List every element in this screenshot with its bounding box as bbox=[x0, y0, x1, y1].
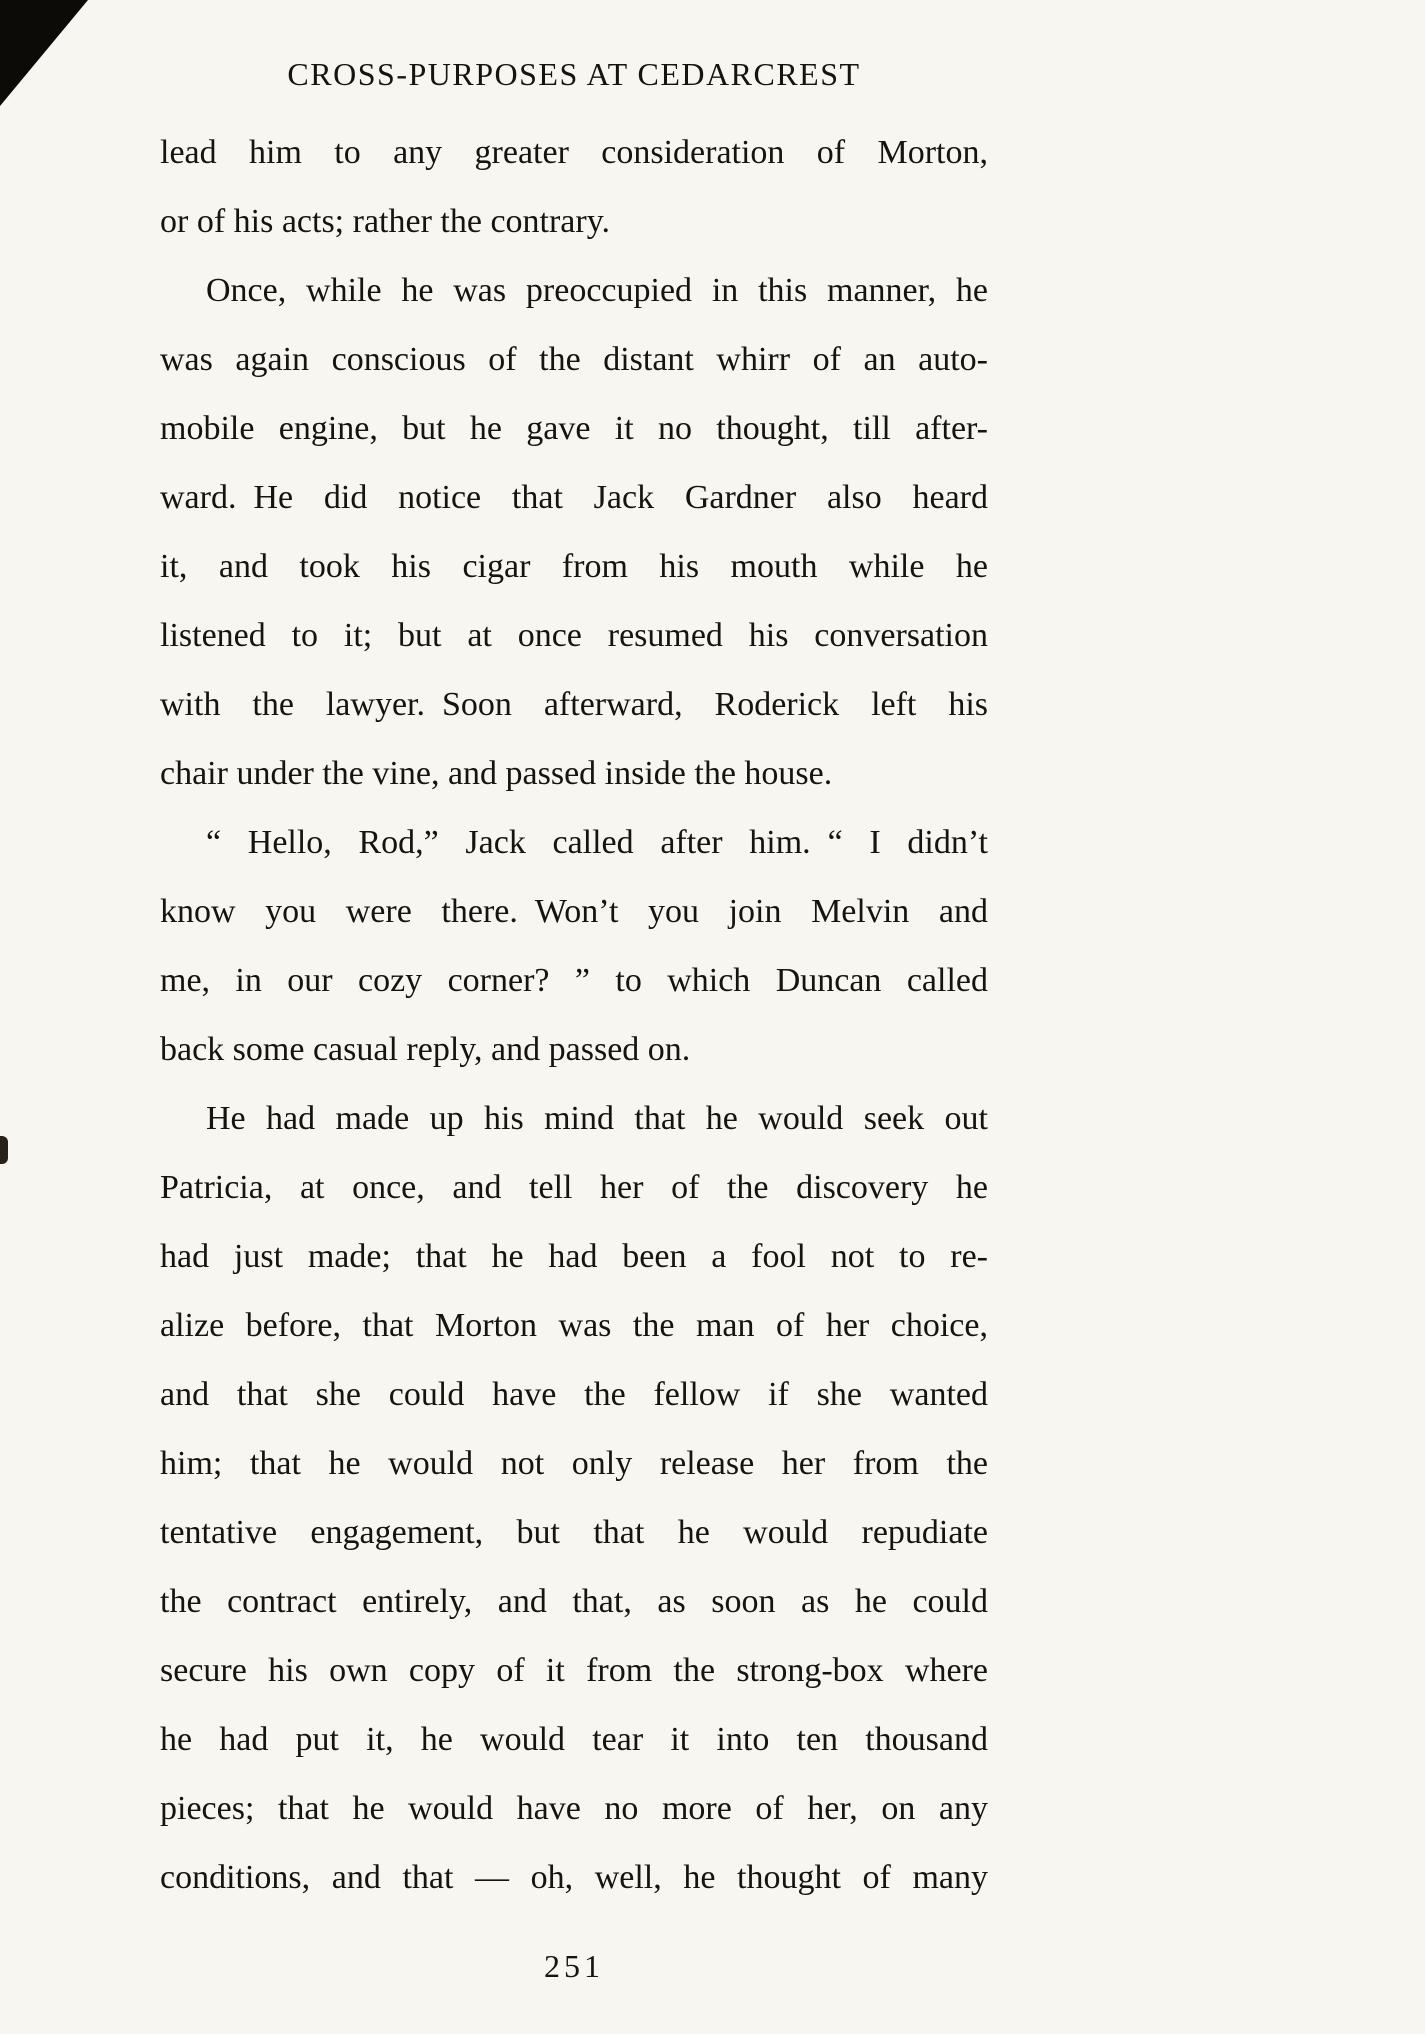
text-line: or of his acts; rather the contrary. bbox=[160, 203, 611, 240]
page-body bbox=[160, 118, 988, 1912]
page-number: 251 bbox=[544, 1948, 604, 1984]
running-header: CROSS-PURPOSES AT CEDARCREST bbox=[287, 56, 861, 92]
text-line: lead him to any greater consideration of Morton, bbox=[160, 134, 988, 171]
text-line: He had made up his mind that he would seek out bbox=[206, 1100, 988, 1137]
text-line: “ Hello, Rod,” Jack called after him. “ I didn’t bbox=[206, 824, 988, 861]
scan-corner-artifact bbox=[0, 0, 88, 106]
text-line: mobile engine, but he gave it no thought, till after- bbox=[160, 410, 988, 447]
text-line: the contract entirely, and that, as soon as he could bbox=[160, 1583, 988, 1620]
text-line: alize before, that Morton was the man of her choice, bbox=[160, 1307, 988, 1344]
text-line: know you were there. Won’t you join Melvin and bbox=[160, 893, 988, 930]
text-line: back some casual reply, and passed on. bbox=[160, 1031, 691, 1068]
text-line: chair under the vine, and passed inside the house. bbox=[160, 755, 833, 792]
text-line: me, in our cozy corner? ” to which Duncan called bbox=[160, 962, 988, 999]
text-line: was again conscious of the distant whirr of an auto- bbox=[160, 341, 988, 378]
text-line: with the lawyer. Soon afterward, Roderick left his bbox=[160, 686, 988, 723]
text-line: he had put it, he would tear it into ten thousand bbox=[160, 1721, 988, 1758]
text-line: and that she could have the fellow if she wanted bbox=[160, 1376, 988, 1413]
text-line: ward. He did notice that Jack Gardner also heard bbox=[160, 479, 988, 516]
text-line: Once, while he was preoccupied in this manner, he bbox=[206, 272, 988, 309]
text-line: secure his own copy of it from the strong-box where bbox=[160, 1652, 988, 1689]
text-line: had just made; that he had been a fool not to re- bbox=[160, 1238, 988, 1275]
text-line: pieces; that he would have no more of her, on any bbox=[160, 1790, 988, 1827]
text-line: it, and took his cigar from his mouth while he bbox=[160, 548, 988, 585]
text-line: Patricia, at once, and tell her of the discovery he bbox=[160, 1169, 988, 1206]
text-line: conditions, and that — oh, well, he thought of many bbox=[160, 1859, 988, 1896]
scan-edge-artifact bbox=[0, 1136, 8, 1164]
text-line: tentative engagement, but that he would repudiate bbox=[160, 1514, 988, 1551]
text-line: listened to it; but at once resumed his conversation bbox=[160, 617, 988, 654]
text-line: him; that he would not only release her from the bbox=[160, 1445, 988, 1482]
